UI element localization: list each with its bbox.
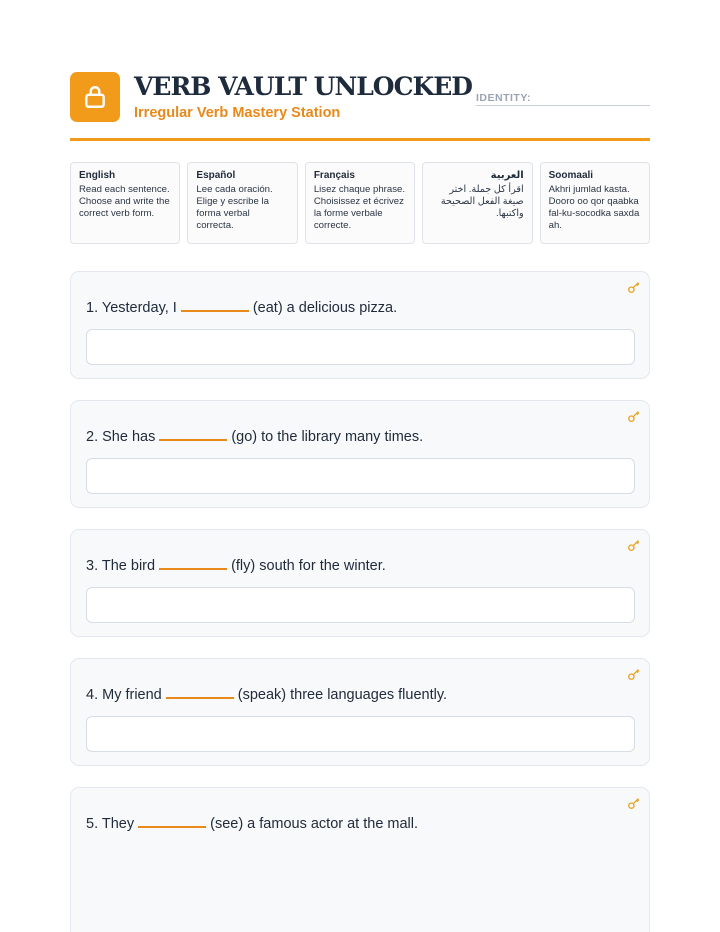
identity-label: IDENTITY: xyxy=(476,92,532,104)
answer-input[interactable] xyxy=(86,458,635,494)
instruction-card-english xyxy=(70,162,180,244)
instruction-language: العربية xyxy=(490,170,524,181)
fill-blank xyxy=(138,816,206,828)
question-card-4 xyxy=(70,658,650,766)
question-text xyxy=(86,429,423,445)
header-divider xyxy=(70,138,650,141)
question-card-3 xyxy=(70,529,650,637)
instruction-language: Soomaali xyxy=(548,170,594,181)
question-suffix: (speak) three languages fluently. xyxy=(237,687,448,703)
lock-icon xyxy=(82,84,108,110)
instruction-text: اقرأ كل جملة. اختر صيغة الفعل الصحيحة واكتبها. xyxy=(440,184,524,219)
instruction-text: Lisez chaque phrase. Choisissez et écrivez la forme verbale correcte. xyxy=(313,184,406,231)
question-card-2 xyxy=(70,400,650,508)
instruction-language: English xyxy=(79,170,116,181)
page-subtitle: Irregular Verb Mastery Station xyxy=(134,105,341,121)
question-suffix: (eat) a delicious pizza. xyxy=(252,300,398,316)
answer-input[interactable] xyxy=(86,329,635,365)
key-icon xyxy=(627,409,641,423)
question-suffix: (go) to the library many times. xyxy=(231,429,424,445)
answer-input[interactable] xyxy=(86,716,635,752)
key-icon xyxy=(627,280,641,294)
question-text xyxy=(86,558,386,574)
fill-blank xyxy=(159,429,227,441)
page-title: VERB VAULT UNLOCKED xyxy=(134,72,472,101)
question-card-1 xyxy=(70,271,650,379)
question-prefix: 5. They xyxy=(86,816,135,832)
instruction-text: Akhri jumlad kasta. Dooro oo qor qaabka fal-ku-socodka saxda ah. xyxy=(548,184,640,231)
instruction-text: Lee cada oración. Elige y escribe la forma verbal correcta. xyxy=(196,184,273,231)
question-prefix: 1. Yesterday, I xyxy=(86,300,177,316)
instruction-card-somali xyxy=(540,162,650,244)
question-text xyxy=(86,300,397,316)
instruction-language: Español xyxy=(196,170,236,181)
question-prefix: 4. My friend xyxy=(86,687,162,703)
question-suffix: (fly) south for the winter. xyxy=(231,558,386,574)
instruction-card-arabic xyxy=(422,162,532,244)
question-card-5 xyxy=(70,787,650,932)
lock-badge xyxy=(70,72,120,122)
instruction-language: Français xyxy=(313,170,355,181)
question-text xyxy=(86,816,418,832)
answer-input[interactable] xyxy=(86,587,635,623)
instruction-text: Read each sentence. Choose and write the correct verb form. xyxy=(79,184,170,219)
key-icon xyxy=(627,796,641,810)
identity-field[interactable] xyxy=(476,88,650,106)
instruction-card-spanish xyxy=(187,162,297,244)
fill-blank xyxy=(181,300,249,312)
instructions-row xyxy=(70,162,650,244)
fill-blank xyxy=(159,558,227,570)
key-icon xyxy=(627,538,641,552)
question-text xyxy=(86,687,447,703)
instruction-card-french xyxy=(305,162,415,244)
fill-blank xyxy=(166,687,234,699)
key-icon xyxy=(627,667,641,681)
question-suffix: (see) a famous actor at the mall. xyxy=(210,816,419,832)
question-prefix: 2. She has xyxy=(86,429,156,445)
question-prefix: 3. The bird xyxy=(86,558,156,574)
header xyxy=(70,72,650,142)
